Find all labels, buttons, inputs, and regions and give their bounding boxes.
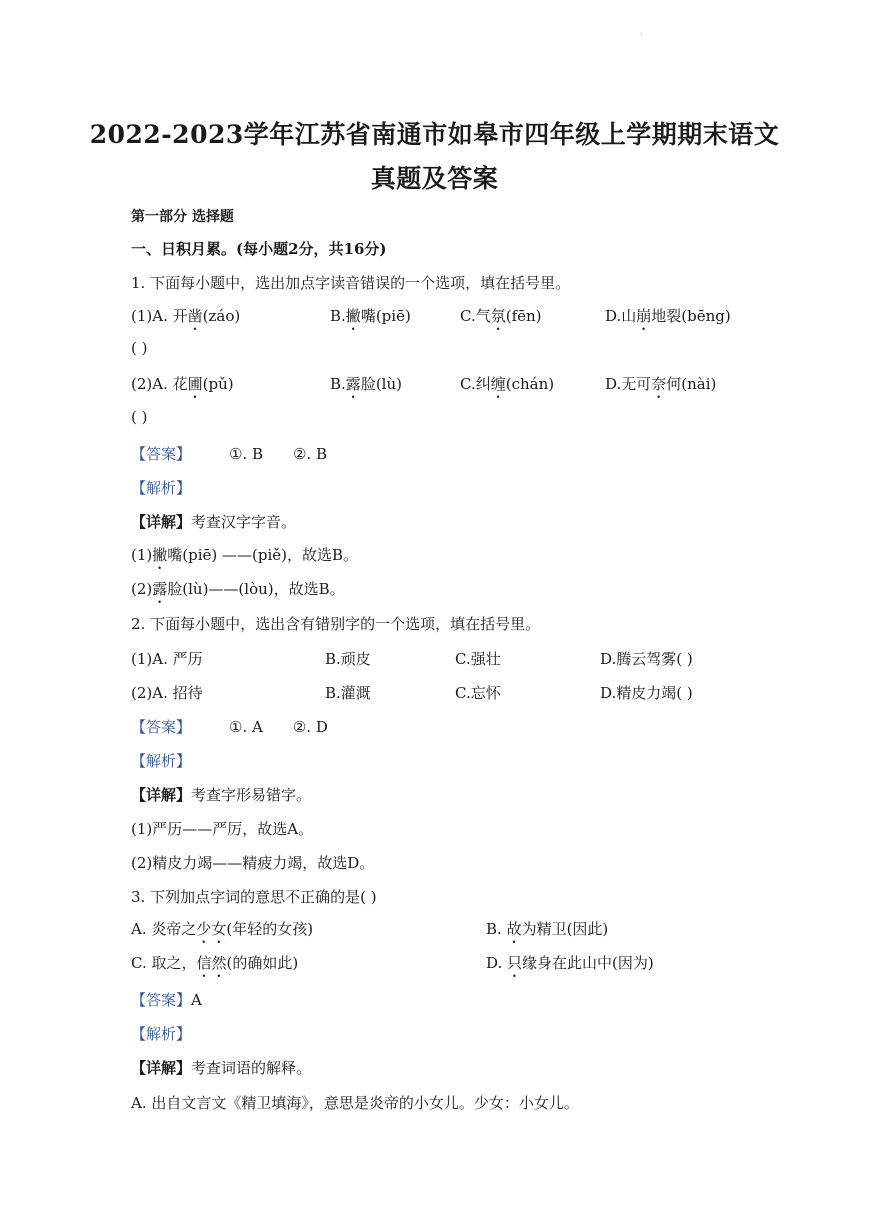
option-a: (1)A. 严历 [131,650,203,668]
header-mark: · [640,30,643,39]
option-c: C.强壮 [455,650,501,668]
explanation-1: (1)撇嘴(piē) ——(piě)，故选B。 [131,546,359,564]
answer-line: 【答案】 ①. B ②. B [131,445,328,463]
explanation-1: (1)严历——严厉，故选A。 [131,820,314,838]
option-d: D.山崩地裂(bēng) [605,307,731,325]
option-c: C.忘怀 [455,684,501,702]
option-d: D.腾云驾雾( ) [600,650,693,668]
analysis-tag: 【解析】 [131,479,192,497]
analysis-tag: 【解析】 [131,752,192,770]
answer-blank: ( ) [131,339,148,357]
option-d: D. 只缘身在此山中(因为) [486,954,654,972]
option-a: (2)A. 招待 [131,684,203,702]
explanation-1: A. 出自文言文《精卫填海》，意思是炎帝的小女儿。少女：小女儿。 [131,1094,579,1112]
option-b: B.撇嘴(piē) [330,307,411,325]
option-d: D.精皮力竭( ) [600,684,693,702]
question-3-stem: 3. 下列加点字词的意思不正确的是( ) [131,888,377,906]
option-c: C.纠缠(chán) [460,375,555,393]
question-1-stem: 1. 下面每小题中，选出加点字读音错误的一个选项，填在括号里。 [131,274,571,292]
option-a: (2)A. 花圃(pǔ) [131,375,234,393]
explanation-2: (2)精皮力竭——精疲力竭，故选D。 [131,854,375,872]
option-b: B. 故为精卫(因此) [486,920,609,938]
page-title-line1: 2022-2023学年江苏省南通市如皋市四年级上学期期末语文 [89,120,780,149]
option-d: D.无可奈何(nài) [605,375,717,393]
detail-line: 【详解】考查词语的解释。 [131,1059,312,1077]
answer-line: 【答案】 ①. A ②. D [131,718,328,736]
answer-tag: 【答案】 [131,718,192,736]
option-c: C. 取之，信然(的确如此) [131,954,299,972]
option-c: C.气氛(fēn) [460,307,542,325]
explanation-2: (2)露脸(lù)——(lòu)，故选B。 [131,580,345,598]
detail-line: 【详解】考查汉字字音。 [131,513,297,531]
detail-line: 【详解】考查字形易错字。 [131,786,312,804]
page-title-line2: 真题及答案 [370,164,499,193]
option-b: B.露脸(lù) [330,375,402,393]
question-2-stem: 2. 下面每小题中，选出含有错别字的一个选项，填在括号里。 [131,615,541,633]
analysis-tag: 【解析】 [131,1025,192,1043]
answer-tag: 【答案】 [131,445,192,463]
option-a: A. 炎帝之少女(年轻的女孩) [131,920,314,938]
option-b: B.顽皮 [325,650,371,668]
answer-blank: ( ) [131,408,148,426]
answer-tag: 【答案】 [131,991,192,1009]
part-heading: 第一部分 选择题 [131,209,234,225]
option-a: (1)A. 开凿(záo) [131,307,241,325]
answer-line: 【答案】A [131,991,202,1009]
option-b: B.灌溉 [325,684,371,702]
section-heading: 一、日积月累。(每小题2分，共16分) [131,240,387,258]
